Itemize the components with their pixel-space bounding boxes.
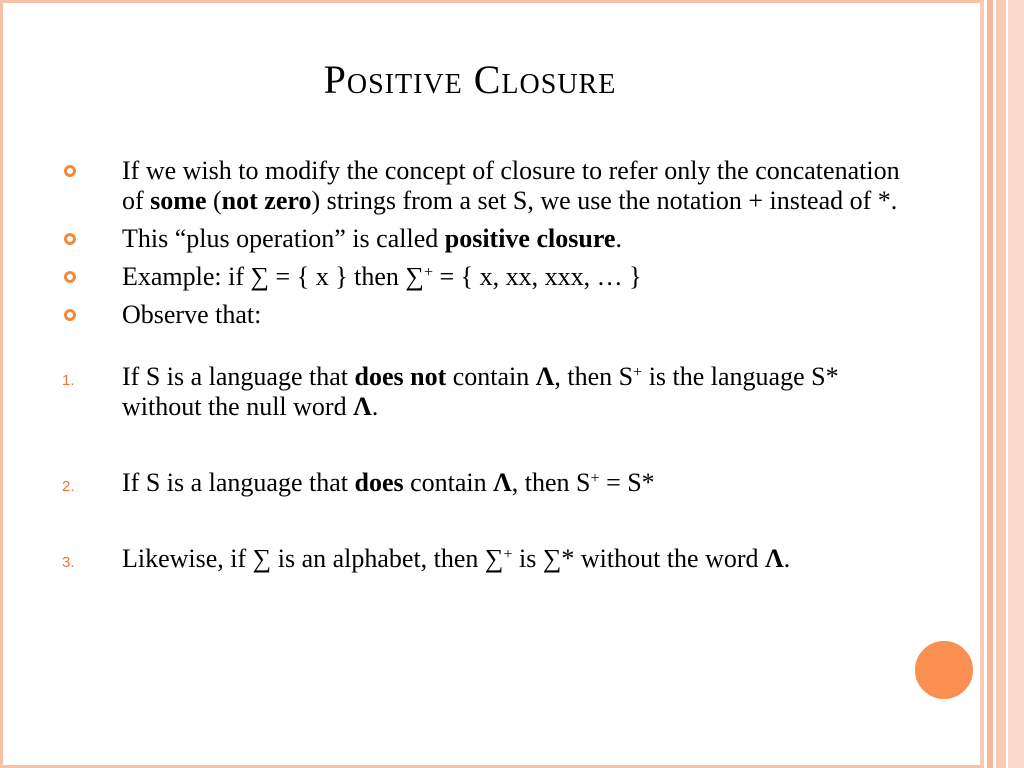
text-run: ( [206,186,222,215]
text-run: is ∑* without the word [512,544,766,573]
decorative-stripe [996,0,1006,768]
slide-frame-top [0,0,1024,3]
bold-text: some [150,186,207,215]
superscript-plus: + [423,264,434,281]
numbered-text [122,544,900,574]
bullet-text [122,262,900,292]
bullet-item [60,224,900,254]
decorative-circle [913,639,975,701]
bullet-list [60,156,900,330]
text-run: If S is a language that [122,468,355,497]
bullet-text [122,156,900,216]
numbered-item [60,544,900,574]
list-number: 3. [62,554,75,571]
numbered-text [122,362,900,422]
bullet-ring-icon [64,233,76,245]
superscript-plus: + [633,364,643,381]
bold-text: not zero [221,186,312,215]
bullet-item [60,300,900,330]
bold-text: Λ [535,362,555,391]
text-run: ) strings from a set S, we use the notation + instead of *. [311,186,898,215]
text-run: If S is a language that [122,362,355,391]
bullet-text [122,300,900,330]
text-run: Observe that: [122,300,262,329]
bold-text: does not [354,362,447,391]
text-run: Example: if ∑ = { x } then ∑ [122,262,424,291]
numbered-list [60,362,900,574]
bullet-ring-icon [64,309,76,321]
text-run: If we wish to modify the concept of closure to refer only the concatenation of [122,156,900,215]
text-run: contain [446,362,536,391]
text-run: contain [403,468,494,497]
bullet-ring-icon [64,271,76,283]
bullet-item [60,156,900,216]
list-number: 1. [62,372,75,389]
bold-text: does [354,468,404,497]
text-run: , then S [554,362,634,391]
bold-text: Λ [765,544,784,573]
text-run: . [783,544,791,573]
superscript-plus: + [590,470,600,487]
text-run: = { x, xx, xxx, … } [433,262,642,291]
bold-text: Λ [493,468,512,497]
text-run: , then S [511,468,591,497]
list-number: 2. [62,478,75,495]
bullet-ring-icon [64,165,76,177]
numbered-item [60,468,900,498]
bold-text: positive closure [444,224,616,253]
text-run: . [615,224,622,253]
slide-title: Positive Closure [323,57,617,102]
superscript-plus: + [503,546,513,563]
text-run: This “plus operation” is called [122,224,445,253]
numbered-text [122,468,900,498]
text-run: Likewise, if ∑ is an alphabet, then ∑ [122,544,504,573]
bullet-text [122,224,900,254]
decorative-stripe [1008,0,1024,768]
text-run: is the language S* without the null word [122,362,839,421]
text-run: = S* [599,468,655,497]
slide-frame-left [0,0,3,768]
slide-content [60,156,900,620]
text-run: . [371,392,379,421]
bold-text: Λ [353,392,372,421]
list-spacer [60,338,900,362]
numbered-item [60,362,900,422]
bullet-item [60,262,900,292]
